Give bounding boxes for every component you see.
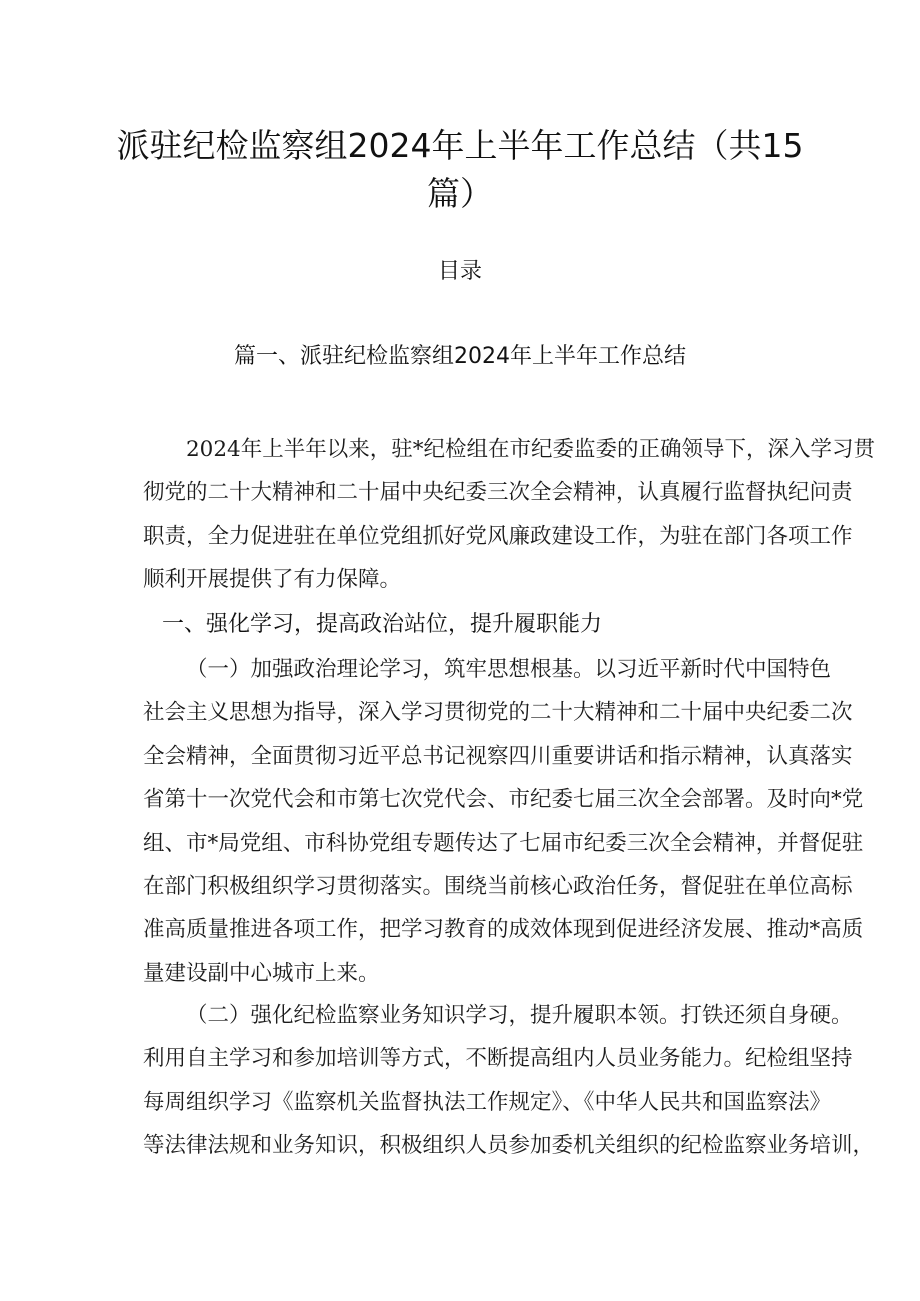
paragraph-line: （二）强化纪检监察业务知识学习，提升履职本领。打铁还须自身硬。 bbox=[186, 1003, 853, 1028]
section-1-paragraph-1 bbox=[143, 648, 864, 995]
paragraph-line: 利用自主学习和参加培训等方式，不断提高组内人员业务能力。纪检组坚持 bbox=[143, 1046, 853, 1072]
paragraph-line: 职责，全力促进驻在单位党组抓好党风廉政建设工作，为驻在部门各项工作 bbox=[143, 523, 853, 549]
paragraph-line: 组、市*局党组、市科协党组专题传达了七届市纪委三次全会精神，并督促驻 bbox=[143, 830, 864, 856]
paragraph-line: 准高质量推进各项工作，把学习教育的成效体现到促进经济发展、推动*高质 bbox=[143, 917, 864, 943]
paragraph-line: 社会主义思想为指导，深入学习贯彻党的二十大精神和二十届中央纪委二次 bbox=[143, 700, 853, 726]
paragraph-line: 等法律法规和业务知识，积极组织人员参加委机关组织的纪检监察业务培训， bbox=[143, 1133, 875, 1159]
section-1-paragraph-2 bbox=[143, 994, 875, 1168]
paragraph-line: 顺利开展提供了有力保障。 bbox=[143, 567, 402, 593]
section-heading-1: 一、强化学习，提高政治站位，提升履职能力 bbox=[162, 612, 603, 637]
intro-paragraph bbox=[143, 428, 875, 602]
document-title bbox=[100, 122, 820, 218]
toc-heading: 目录 bbox=[437, 259, 482, 284]
paragraph-line: 每周组织学习《监察机关监督执法工作规定》、《中华人民共和国监察法》 bbox=[143, 1089, 832, 1115]
paragraph-line: 2024年上半年以来，驻*纪检组在市纪委监委的正确领导下，深入学习贯 bbox=[186, 437, 875, 462]
paragraph-line: 省第十一次党代会和市第七次党代会、市纪委七届三次全会部署。及时向*党 bbox=[143, 787, 864, 813]
paragraph-line: 在部门积极组织学习贯彻落实。围绕当前核心政治任务，督促驻在单位高标 bbox=[143, 874, 853, 900]
paragraph-line: 全会精神，全面贯彻习近平总书记视察四川重要讲话和指示精神，认真落实 bbox=[143, 743, 853, 769]
chapter-heading: 篇一、派驻纪检监察组2024年上半年工作总结 bbox=[234, 344, 686, 369]
paragraph-line: 量建设副中心城市上来。 bbox=[143, 960, 380, 986]
paragraph-line: （一）加强政治理论学习，筑牢思想根基。以习近平新时代中国特色 bbox=[186, 657, 832, 682]
paragraph-line: 彻党的二十大精神和二十届中央纪委三次全会精神，认真履行监督执纪问责 bbox=[143, 480, 853, 506]
title-line-1: 派驻纪检监察组2024年上半年工作总结（共15 bbox=[116, 126, 804, 165]
title-line-2: 篇） bbox=[427, 174, 493, 213]
